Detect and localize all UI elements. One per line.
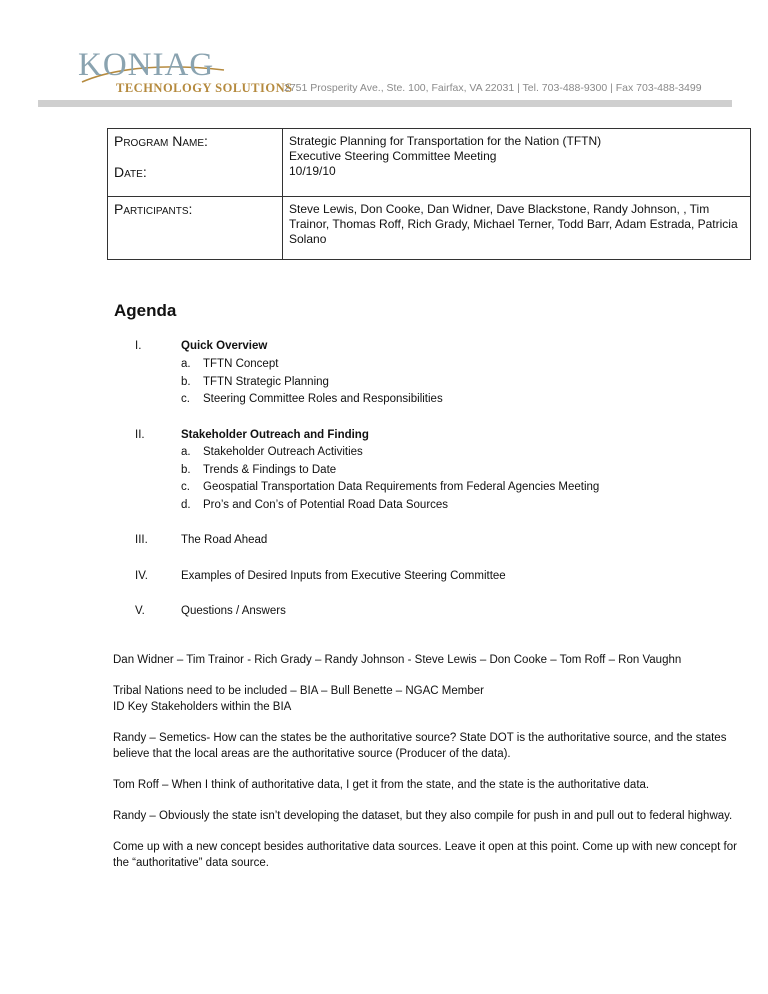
agenda-subitem: d. Pro’s and Con’s of Potential Road Data Sources	[181, 499, 449, 511]
agenda-item-title: Examples of Desired Inputs from Executive Steering Committee	[181, 570, 506, 582]
meeting-name-value: Executive Steering Committee Meeting	[289, 149, 497, 163]
agenda-item-number: IV.	[135, 570, 149, 582]
program-date-value-cell	[283, 129, 751, 197]
attendees-line: Dan Widner – Tim Trainor - Rich Grady – Randy Johnson - Steve Lewis – Don Cooke – Tom Roff – Ron Vaughn	[113, 654, 682, 666]
agenda-item-title: The Road Ahead	[181, 534, 268, 546]
new-concept-note: Come up with a new concept besides authoritative data sources. Leave it open at this point. Come up with new concept for the “authoritative” data source.	[113, 841, 737, 869]
date-label: Date:	[114, 164, 147, 180]
participants-value: Steve Lewis, Don Cooke, Dan Widner, Dave Blackstone, Randy Johnson, , Tim Trainor, Thomas Roff, Rich Grady, Michael Terner, Todd Barr, Adam Estrada, Patricia Solano	[283, 197, 751, 260]
agenda-item-title: Quick Overview	[181, 340, 268, 352]
agenda-subitem: c. Geospatial Transportation Data Requirements from Federal Agencies Meeting	[181, 481, 600, 493]
agenda-subitem: c. Steering Committee Roles and Responsibilities	[181, 393, 443, 405]
program-name-label: Program Name:	[114, 133, 208, 149]
agenda-subitem: a. TFTN Concept	[181, 358, 279, 370]
participants-label-cell	[108, 197, 283, 260]
randy-obviously-note: Randy – Obviously the state isn’t developing the dataset, but they also compile for push in and pull out to federal highway.	[113, 810, 733, 822]
participants-label: Participants:	[114, 201, 193, 217]
agenda-item-number: III.	[135, 534, 148, 546]
agenda-subitem: b. Trends & Findings to Date	[181, 464, 337, 476]
company-address: 2751 Prosperity Ave., Ste. 100, Fairfax, VA 22031 | Tel. 703-488-9300 | Fax 703-488-3499	[284, 82, 702, 94]
program-name-value: Strategic Planning for Transportation for the Nation (TFTN)	[289, 134, 602, 148]
meeting-notes	[113, 652, 753, 886]
agenda-item-title: Questions / Answers	[181, 605, 286, 617]
agenda-heading: Agenda	[114, 301, 177, 320]
agenda-item-number: V.	[135, 605, 145, 617]
tom-roff-note: Tom Roff – When I think of authoritative data, I get it from the state, and the state is the authoritative data.	[113, 779, 650, 791]
company-name: KONIAG	[78, 47, 215, 83]
agenda-item-title: Stakeholder Outreach and Finding	[181, 429, 369, 441]
date-value: 10/19/10	[289, 164, 336, 178]
agenda-subitem: b. TFTN Strategic Planning	[181, 376, 329, 388]
agenda-item-number: I.	[135, 340, 142, 352]
agenda-subitem: a. Stakeholder Outreach Activities	[181, 446, 363, 458]
tribal-nations-note: Tribal Nations need to be included – BIA – Bull Benette – NGAC Member ID Key Stakeholders within the BIA	[113, 685, 484, 713]
company-tagline: TECHNOLOGY SOLUTIONS	[116, 81, 293, 95]
letterhead-divider	[38, 100, 732, 107]
program-date-label-cell	[108, 129, 283, 197]
agenda-item-number: II.	[135, 429, 145, 441]
randy-semantics-note: Randy – Semetics- How can the states be the authoritative source? State DOT is the authoritative source, and the states believe that the local areas are the authoritative source (Producer of the data).	[113, 732, 727, 760]
koniag-logo	[78, 47, 293, 100]
meeting-info-table	[107, 128, 751, 260]
